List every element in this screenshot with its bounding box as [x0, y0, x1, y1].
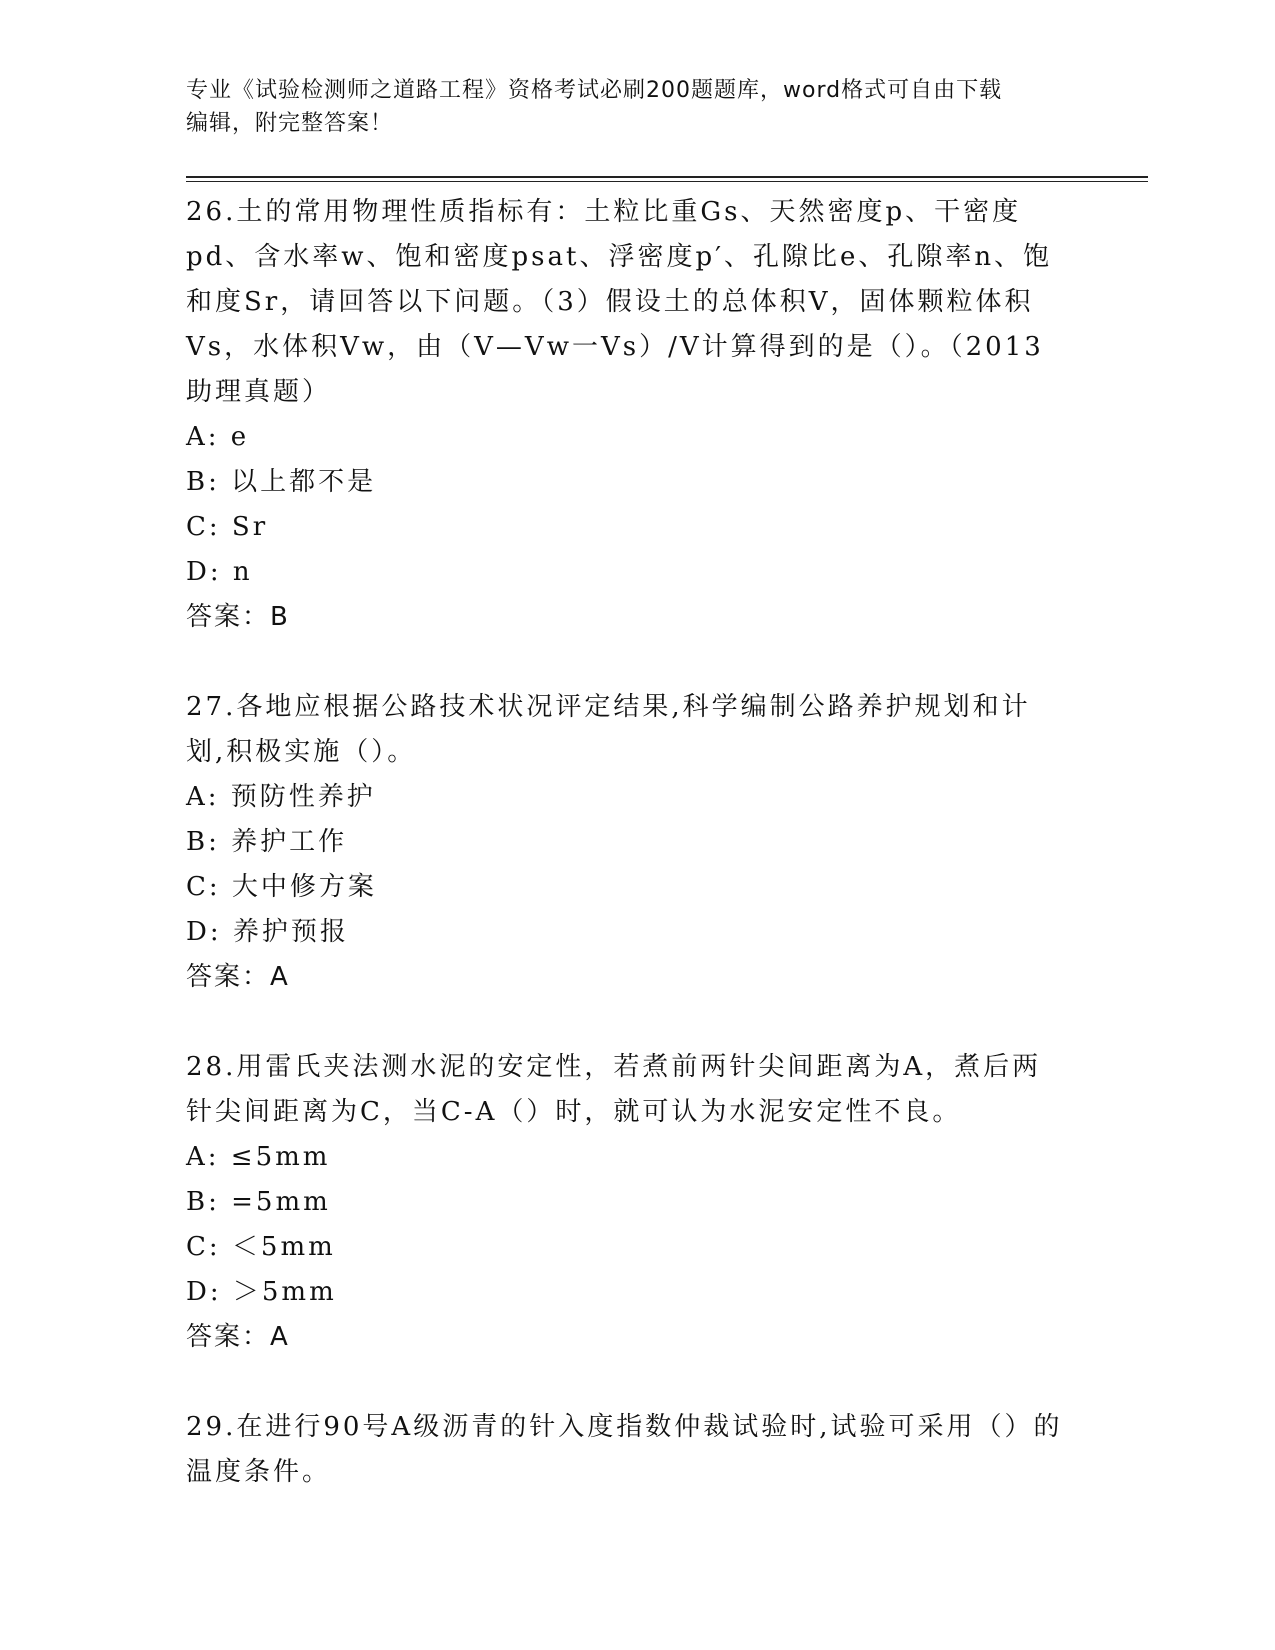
option-a: A: e: [186, 422, 250, 452]
header-divider-thin: [186, 181, 1148, 182]
question-stem: 27.各地应根据公路技术状况评定结果,科学编制公路养护规划和计划,积极实施（）。: [186, 692, 1031, 767]
option-d: D: n: [186, 557, 253, 587]
option-c: C: Sr: [186, 512, 269, 542]
header-line-2: 编辑，附完整答案！: [186, 111, 394, 136]
option-b: B: =5mm: [186, 1187, 331, 1217]
question-stem: 28.用雷氏夹法测水泥的安定性，若煮前两针尖间距离为A，煮后两针尖间距离为C，当C-A（）时，就可认为水泥安定性不良。: [186, 1052, 1042, 1127]
document-header: [186, 74, 1086, 140]
header-divider-thick: [186, 176, 1148, 178]
option-d: D: 养护预报: [186, 917, 349, 947]
answer-line: 答案：B: [186, 602, 290, 632]
option-d: D: ＞5mm: [186, 1277, 337, 1307]
question-stem: 29.在进行90号A级沥青的针入度指数仲裁试验时,试验可采用（）的温度条件。: [186, 1412, 1063, 1487]
option-b: B: 养护工作: [186, 827, 348, 857]
answer-line: 答案：A: [186, 962, 290, 992]
option-a: A: 预防性养护: [186, 782, 376, 812]
question-26: [186, 190, 1066, 640]
answer-line: 答案：A: [186, 1322, 290, 1352]
option-c: C: 大中修方案: [186, 872, 377, 902]
question-stem: 26.土的常用物理性质指标有：土粒比重Gs、天然密度p、干密度pd、含水率w、饱和密度psat、浮密度p′、孔隙比e、孔隙率n、饱和度Sr，请回答以下问题。（3）假设土的总体积V，固体颗粒体积Vs，水体积Vw，由（V—Vw一Vs）/V计算得到的是（）。（2013助理真题）: [186, 197, 1053, 407]
question-28: [186, 1045, 1066, 1360]
question-29: [186, 1405, 1066, 1495]
question-27: [186, 685, 1066, 1000]
option-b: B: 以上都不是: [186, 467, 377, 497]
option-c: C: ＜5mm: [186, 1232, 336, 1262]
header-line-1: 专业《试验检测师之道路工程》资格考试必刷200题题库，word格式可自由下载: [186, 78, 1003, 103]
question-list: [186, 190, 1066, 1540]
option-a: A: ≤5mm: [186, 1142, 331, 1172]
